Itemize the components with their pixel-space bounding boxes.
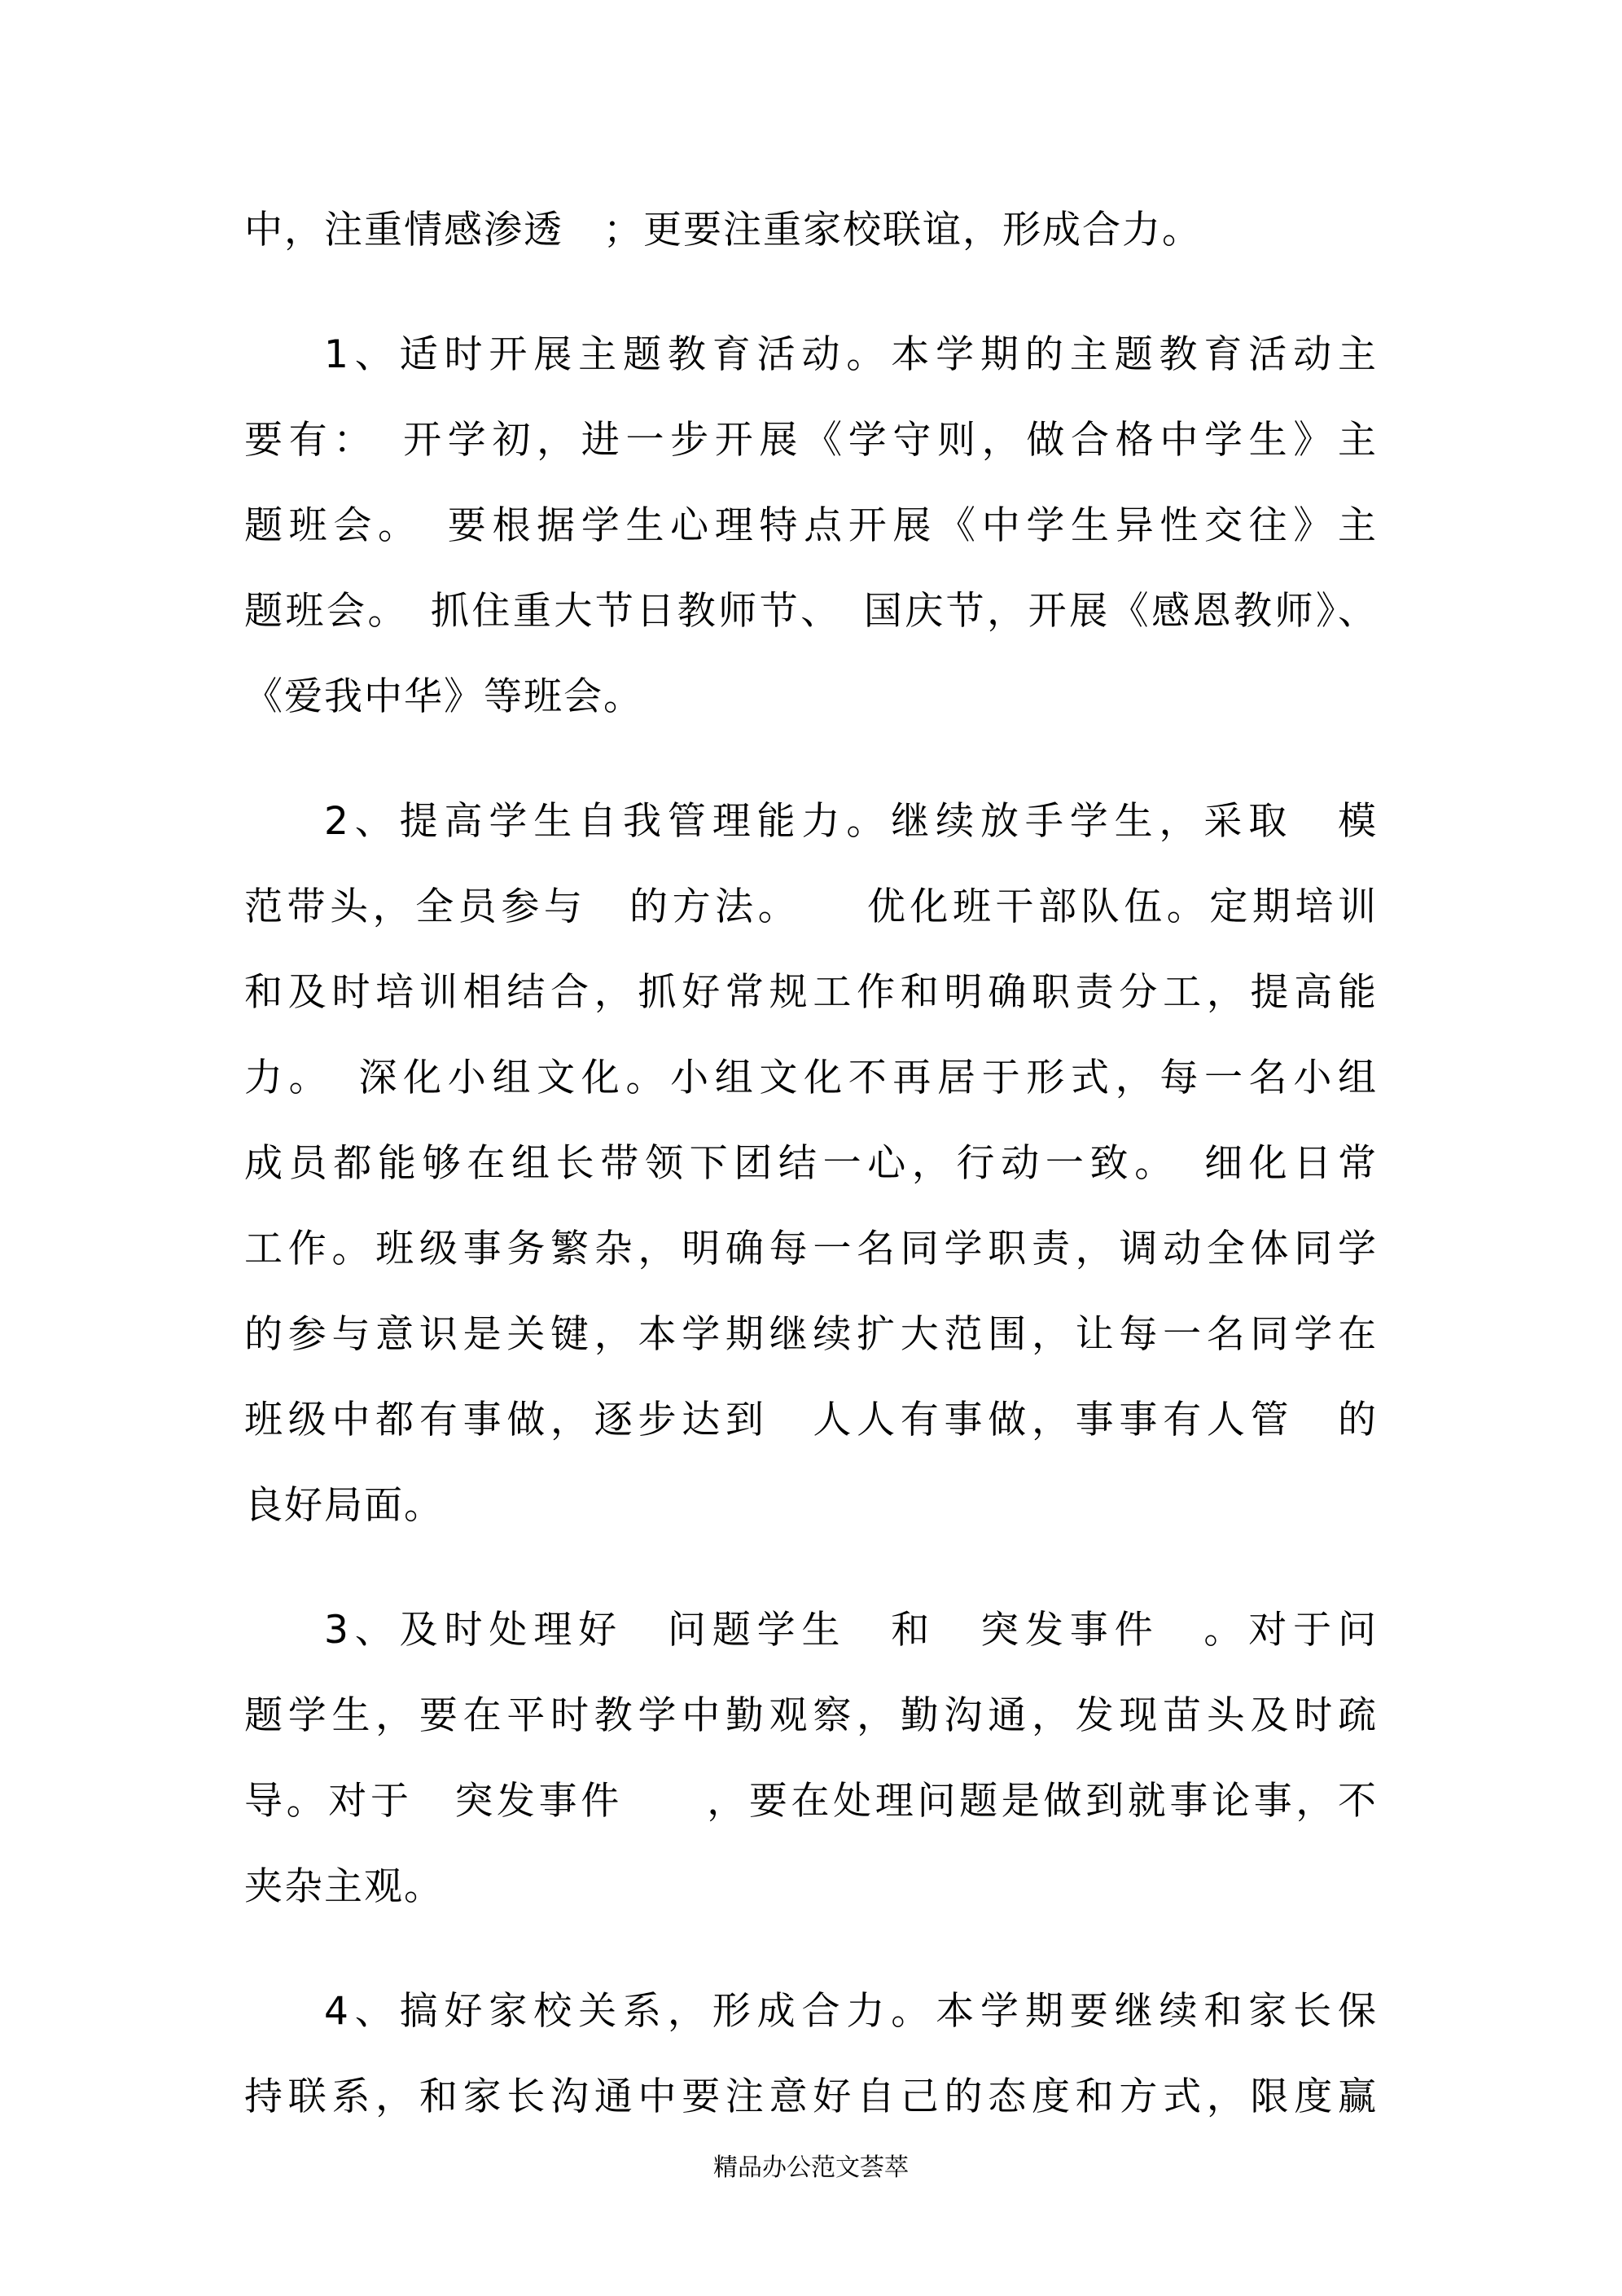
paragraph — [244, 312, 1378, 740]
text-line: 题班会。 抓住重大节日教师节、 国庆节，开展《感恩教师》、 — [244, 589, 1378, 634]
text-line: 4、搞好家校关系，形成合力。本学期要继续和家长保 — [324, 1989, 1378, 2034]
text-line: 的参与意识是关键，本学期继续扩大范围，让每一名同学在 — [244, 1312, 1378, 1357]
text-line: 持联系，和家长沟通中要注意好自己的态度和方式，限度赢 — [244, 2074, 1378, 2119]
paragraph — [244, 1587, 1378, 1929]
paragraph — [244, 187, 1378, 273]
text-line: 导。对于 突发事件 ，要在处理问题是做到就事论事，不 — [244, 1779, 1378, 1824]
text-line: 成员都能够在组长带领下团结一心，行动一致。 细化日常 — [244, 1141, 1378, 1186]
footer-watermark: 精品办公范文荟萃 — [713, 2153, 909, 2182]
text-line: 范带头，全员参与 的方法。 优化班干部队伍。定期培训 — [244, 885, 1378, 929]
text-line: 和及时培训相结合，抓好常规工作和明确职责分工，提高能 — [244, 970, 1378, 1015]
text-line: 题班会。 要根据学生心理特点开展《中学生异性交往》主 — [244, 503, 1378, 548]
document-body — [244, 187, 1378, 2179]
paragraph — [244, 1969, 1378, 2140]
text-line: 力。 深化小组文化。小组文化不再居于形式，每一名小组 — [244, 1056, 1378, 1100]
text-line: 夹杂主观。 — [244, 1864, 444, 1909]
text-line: 2、提高学生自我管理能力。继续放手学生，采取 模 — [324, 799, 1378, 844]
text-line: 工作。班级事务繁杂，明确每一名同学职责，调动全体同学 — [244, 1227, 1378, 1271]
text-line: 3、及时处理好 问题学生 和 突发事件 。对于问 — [324, 1608, 1378, 1653]
text-line: 1、适时开展主题教育活动。本学期的主题教育活动主 — [324, 332, 1378, 377]
text-line: 要有： 开学初，进一步开展《学守则，做合格中学生》主 — [244, 418, 1378, 463]
text-line: 良好局面。 — [244, 1483, 444, 1528]
text-line: 《爱我中华》等班会。 — [244, 674, 643, 719]
text-line: 题学生，要在平时教学中勤观察，勤沟通，发现苗头及时疏 — [244, 1693, 1378, 1738]
text-line: 中，注重情感渗透 ；更要注重家校联谊，形成合力。 — [244, 208, 1202, 252]
paragraph — [244, 779, 1378, 1548]
text-line: 班级中都有事做，逐步达到 人人有事做，事事有人管 的 — [244, 1398, 1378, 1442]
